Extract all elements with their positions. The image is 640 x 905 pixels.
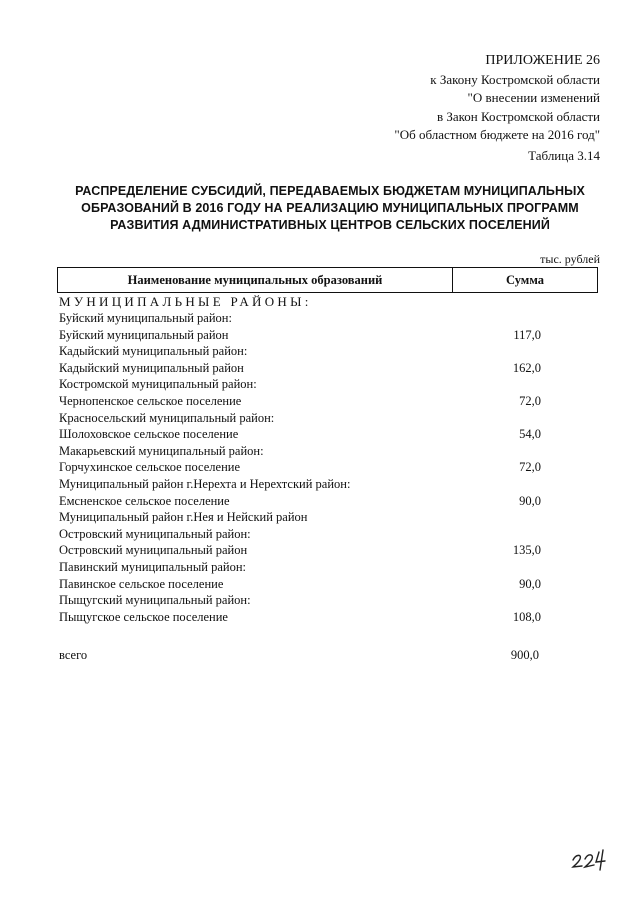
row-value bbox=[453, 310, 541, 327]
row-name: Муниципальный район г.Нерехта и Нерехтский район: bbox=[59, 476, 351, 491]
row-name: Буйский муниципальный район bbox=[59, 327, 229, 342]
row-name: Пыщугское сельское поселение bbox=[59, 609, 228, 624]
table-row bbox=[57, 592, 598, 609]
row-name: Пыщугский муниципальный район: bbox=[59, 593, 251, 608]
column-header-name: Наименование муниципальных образований bbox=[58, 268, 453, 292]
row-value bbox=[453, 559, 541, 576]
row-value: 72,0 bbox=[519, 393, 541, 408]
row-name: Павинское сельское поселение bbox=[59, 576, 224, 591]
table-row bbox=[57, 476, 598, 493]
row-value bbox=[453, 476, 541, 493]
document-title bbox=[50, 183, 610, 234]
row-value bbox=[453, 443, 541, 460]
row-value bbox=[453, 343, 541, 360]
table-row bbox=[57, 343, 598, 360]
appendix-line: ПРИЛОЖЕНИЕ 26 bbox=[485, 53, 600, 68]
title-line: РАЗВИТИЯ АДМИНИСТРАТИВНЫХ ЦЕНТРОВ СЕЛЬСКИХ ПОСЕЛЕНИЙ bbox=[110, 218, 550, 232]
row-name: Буйский муниципальный район: bbox=[59, 311, 232, 325]
row-name: Муниципальный район г.Нея и Нейский район bbox=[59, 510, 308, 525]
handwritten-page-number bbox=[570, 846, 612, 877]
row-name: Горчухинское сельское поселение bbox=[59, 460, 241, 475]
row-value bbox=[453, 526, 541, 543]
row-value: 54,0 bbox=[519, 427, 541, 442]
row-value bbox=[453, 410, 541, 427]
table-row bbox=[57, 609, 598, 626]
row-value: 162,0 bbox=[512, 360, 541, 375]
table-header bbox=[57, 267, 598, 293]
total-label: всего bbox=[59, 648, 88, 662]
table-body bbox=[57, 310, 598, 625]
table-row bbox=[57, 576, 598, 593]
table-row bbox=[57, 360, 598, 377]
units-label: тыс. рублей bbox=[540, 252, 600, 266]
table-row bbox=[57, 376, 598, 393]
appendix-line: к Закону Костромской области bbox=[430, 71, 600, 87]
appendix-line: "Об областном бюджете на 2016 год" bbox=[394, 127, 600, 142]
row-name: Кадыйский муниципальный район: bbox=[59, 344, 248, 359]
subsidy-table bbox=[57, 267, 598, 625]
table-number: Таблица 3.14 bbox=[528, 148, 600, 163]
row-name: Павинский муниципальный район: bbox=[59, 559, 246, 574]
appendix-line: в Закон Костромской области bbox=[436, 108, 600, 124]
row-value: 90,0 bbox=[519, 493, 541, 508]
table-row bbox=[57, 393, 598, 410]
row-value: 90,0 bbox=[519, 576, 541, 591]
table-row bbox=[57, 443, 598, 460]
table-row bbox=[57, 310, 598, 327]
total-value: 900,0 bbox=[510, 648, 539, 662]
row-name: Макарьевский муниципальный район: bbox=[59, 443, 264, 458]
row-value: 135,0 bbox=[512, 543, 541, 558]
table-row bbox=[57, 410, 598, 427]
table-row bbox=[57, 542, 598, 559]
row-value bbox=[453, 509, 541, 526]
title-line: РАСПРЕДЕЛЕНИЕ СУБСИДИЙ, ПЕРЕДАВАЕМЫХ БЮДЖЕТАМ МУНИЦИПАЛЬНЫХ bbox=[75, 184, 585, 198]
row-name: Красносельский муниципальный район: bbox=[59, 410, 275, 425]
row-name: Костромской муниципальный район: bbox=[59, 377, 257, 392]
row-name: Чернопенское сельское поселение bbox=[59, 393, 242, 408]
row-name: Островский муниципальный район bbox=[59, 543, 248, 558]
table-row bbox=[57, 426, 598, 443]
title-line: ОБРАЗОВАНИЙ В 2016 ГОДУ НА РЕАЛИЗАЦИЮ МУНИЦИПАЛЬНЫХ ПРОГРАММ bbox=[81, 201, 579, 215]
row-name: Шолоховское сельское поселение bbox=[59, 427, 239, 442]
row-value: 117,0 bbox=[513, 327, 541, 342]
table-row bbox=[57, 493, 598, 510]
table-row bbox=[57, 509, 598, 526]
handwritten-signature-mark bbox=[570, 846, 612, 872]
table-row bbox=[57, 526, 598, 543]
row-value bbox=[453, 376, 541, 393]
row-name: Емсненское сельское поселение bbox=[59, 493, 230, 508]
row-value: 108,0 bbox=[512, 609, 541, 624]
row-name: Кадыйский муниципальный район bbox=[59, 360, 244, 375]
appendix-block bbox=[394, 52, 600, 145]
row-name: Островский муниципальный район: bbox=[59, 526, 251, 541]
appendix-line: "О внесении изменений bbox=[467, 90, 600, 105]
table-row bbox=[57, 459, 598, 476]
column-header-sum: Сумма bbox=[506, 272, 544, 287]
row-value: 72,0 bbox=[519, 460, 541, 475]
table-row bbox=[57, 327, 598, 344]
row-value bbox=[453, 592, 541, 609]
table-row bbox=[57, 559, 598, 576]
section-heading: МУНИЦИПАЛЬНЫЕ РАЙОНЫ: bbox=[59, 294, 312, 309]
